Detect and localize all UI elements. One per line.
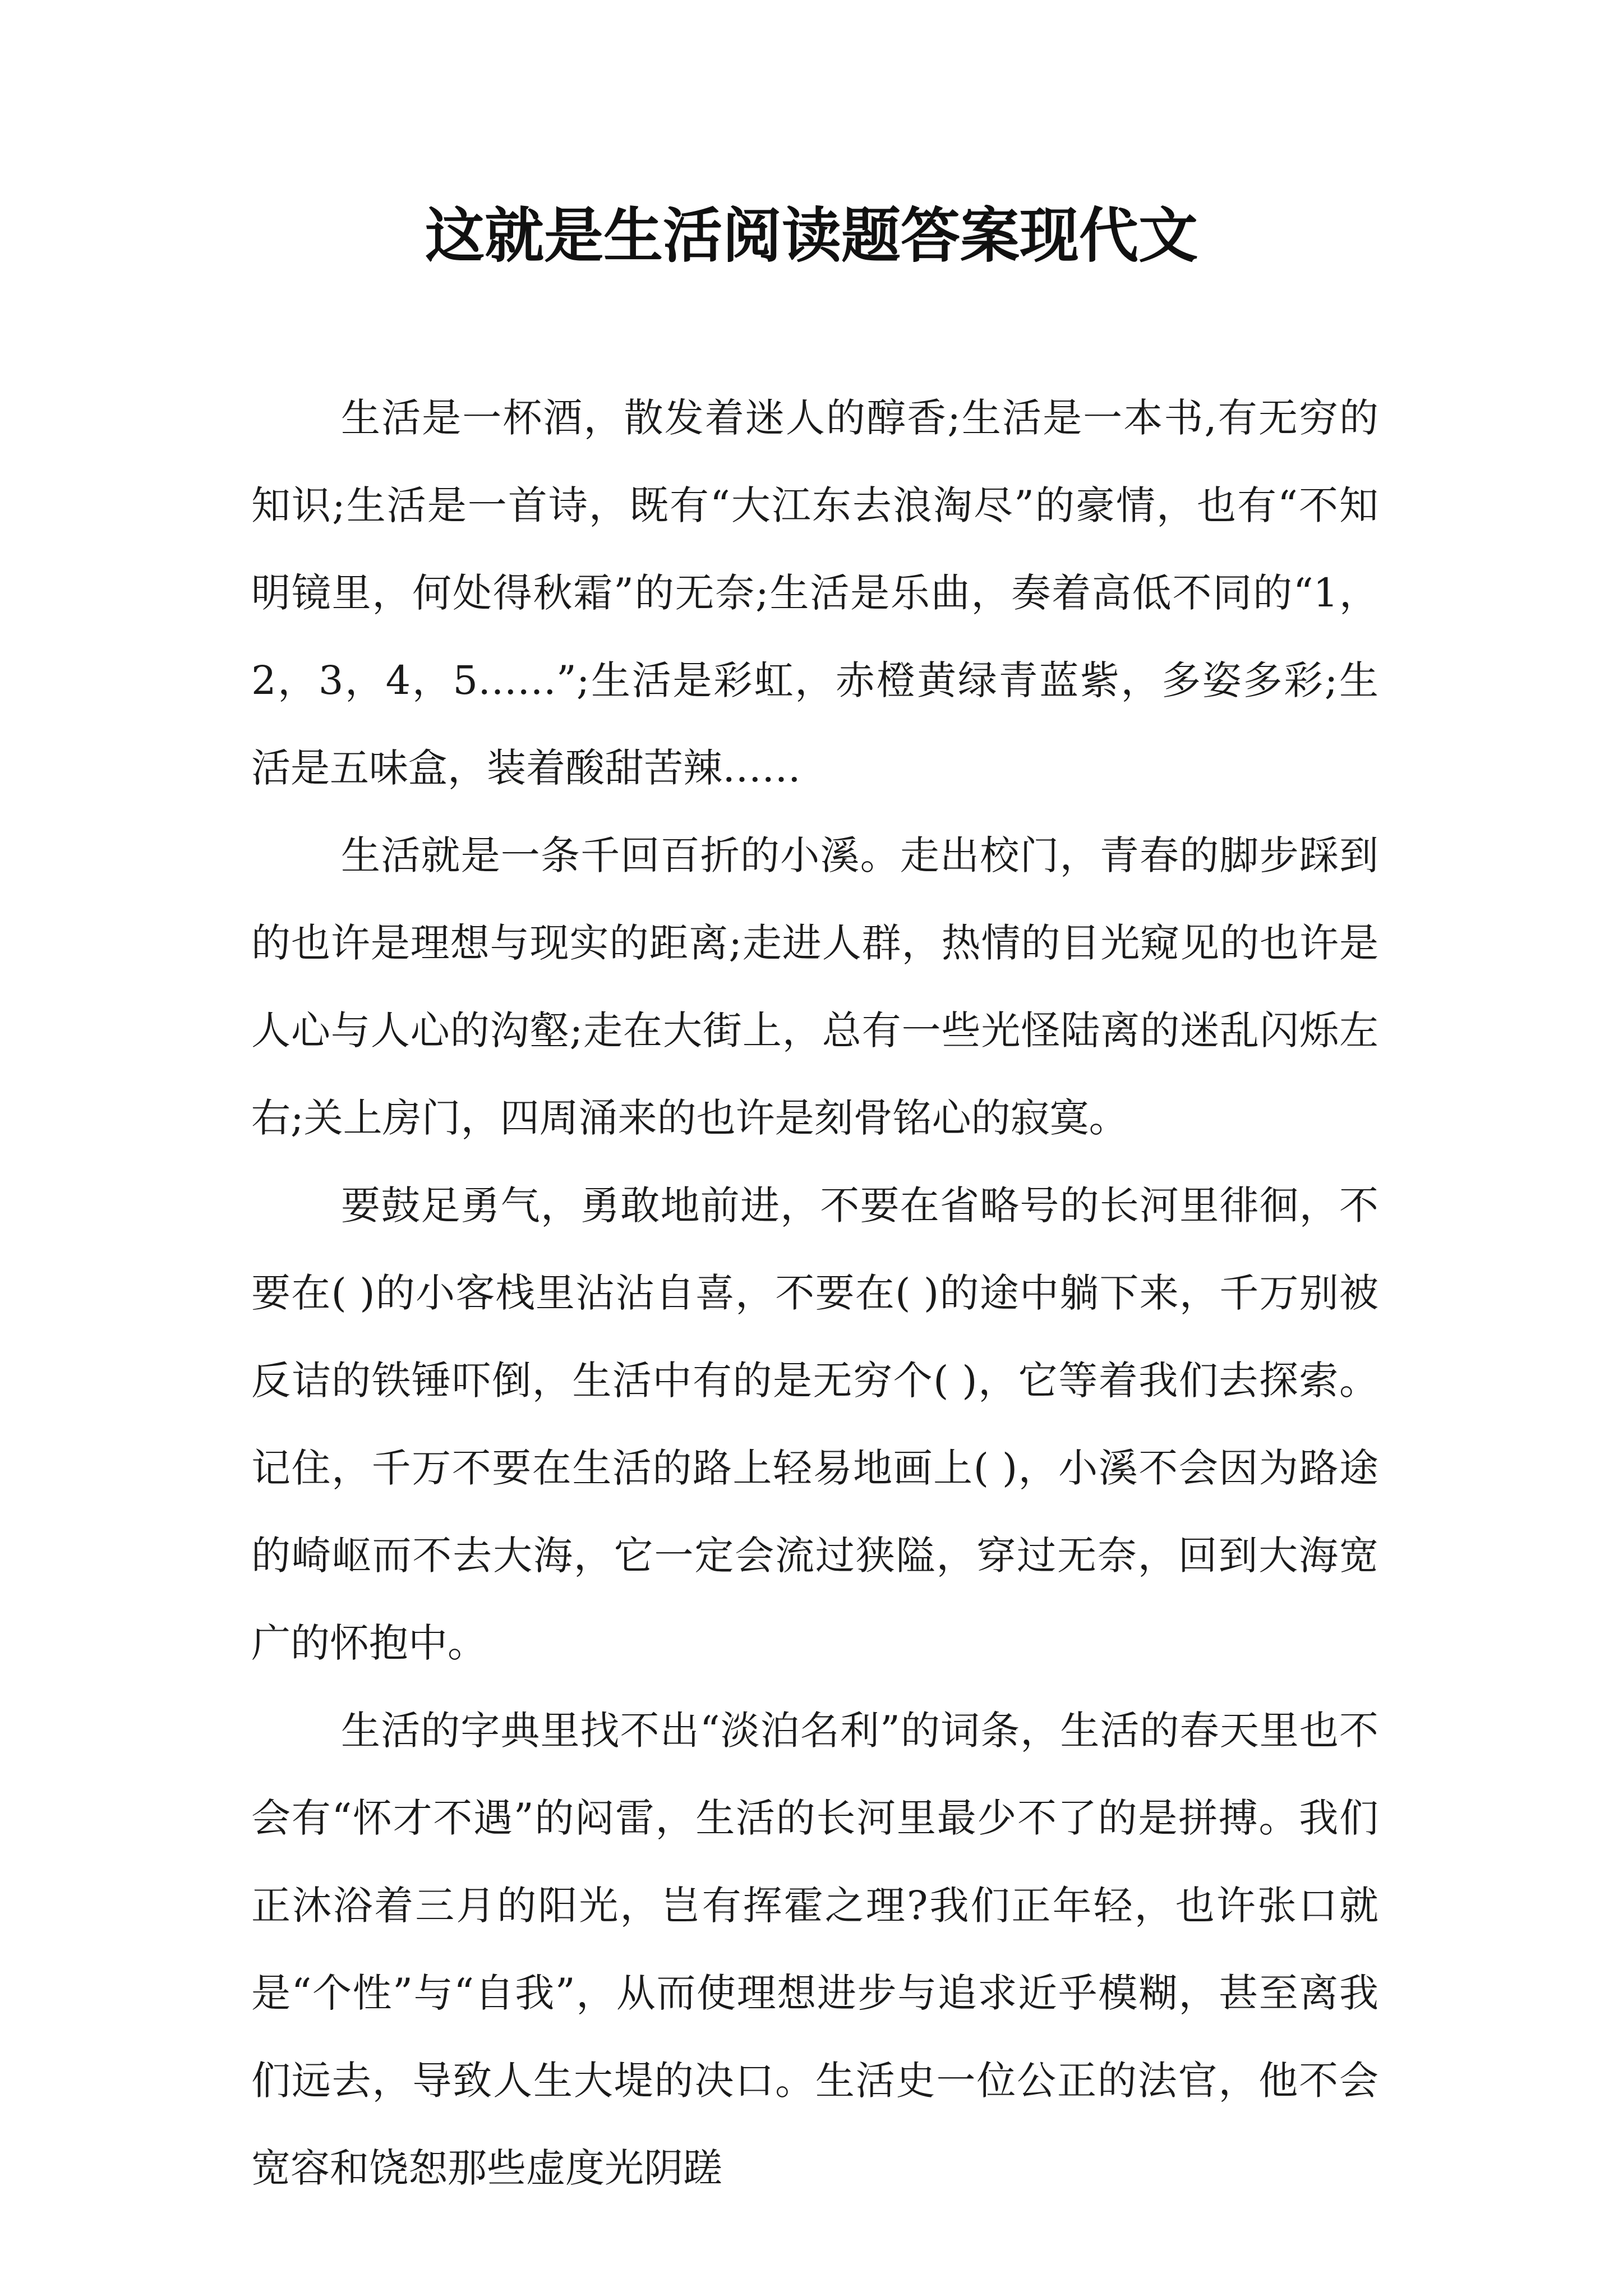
paragraph-3: 要鼓足勇气，勇敢地前进，不要在省略号的长河里徘徊，不要在( )的小客栈里沾沾自喜，不要在( )的途中躺下来，千万别被反诘的铁锤吓倒，生活中有的是无穷个( )，它等着我们去探索。记住，千万不要在生活的路上轻易地画上( )，小溪不会因为路途的崎岖而不去大海，它一定会流过狭隘，穿过无奈，回到大海宽广的怀抱中。 xyxy=(251,1182,1378,1666)
paragraph-1: 生活是一杯酒，散发着迷人的醇香;生活是一本书,有无穷的知识;生活是一首诗，既有“大江东去浪淘尽”的豪情，也有“不知明镜里，何处得秋霜”的无奈;生活是乐曲，奏着高低不同的“1，2，3，4，5……”;生活是彩虹，赤橙黄绿青蓝紫，多姿多彩;生活是五味盒，装着酸甜苦辣…… xyxy=(251,395,1378,791)
paragraph-4: 生活的字典里找不出“淡泊名利”的词条，生活的春天里也不会有“怀才不遇”的闷雷，生活的长河里最少不了的是拼搏。我们正沐浴着三月的阳光，岂有挥霍之理?我们正年轻，也许张口就是“个性”与“自我”，从而使理想进步与追求近乎模糊，甚至离我们远去，导致人生大堤的决口。生活史一位公正的法官，他不会宽容和饶恕那些虚度光阴蹉 xyxy=(251,1708,1378,2191)
document-title: 这就是生活阅读题答案现代文 xyxy=(425,200,1198,270)
paragraph-2: 生活就是一条千回百折的小溪。走出校门，青春的脚步踩到的也许是理想与现实的距离;走进人群，热情的目光窥见的也许是人心与人心的沟壑;走在大街上，总有一些光怪陆离的迷乱闪烁左右;关上房门，四周涌来的也许是刻骨铭心的寂寞。 xyxy=(251,832,1378,1141)
document-body xyxy=(251,374,1378,2212)
